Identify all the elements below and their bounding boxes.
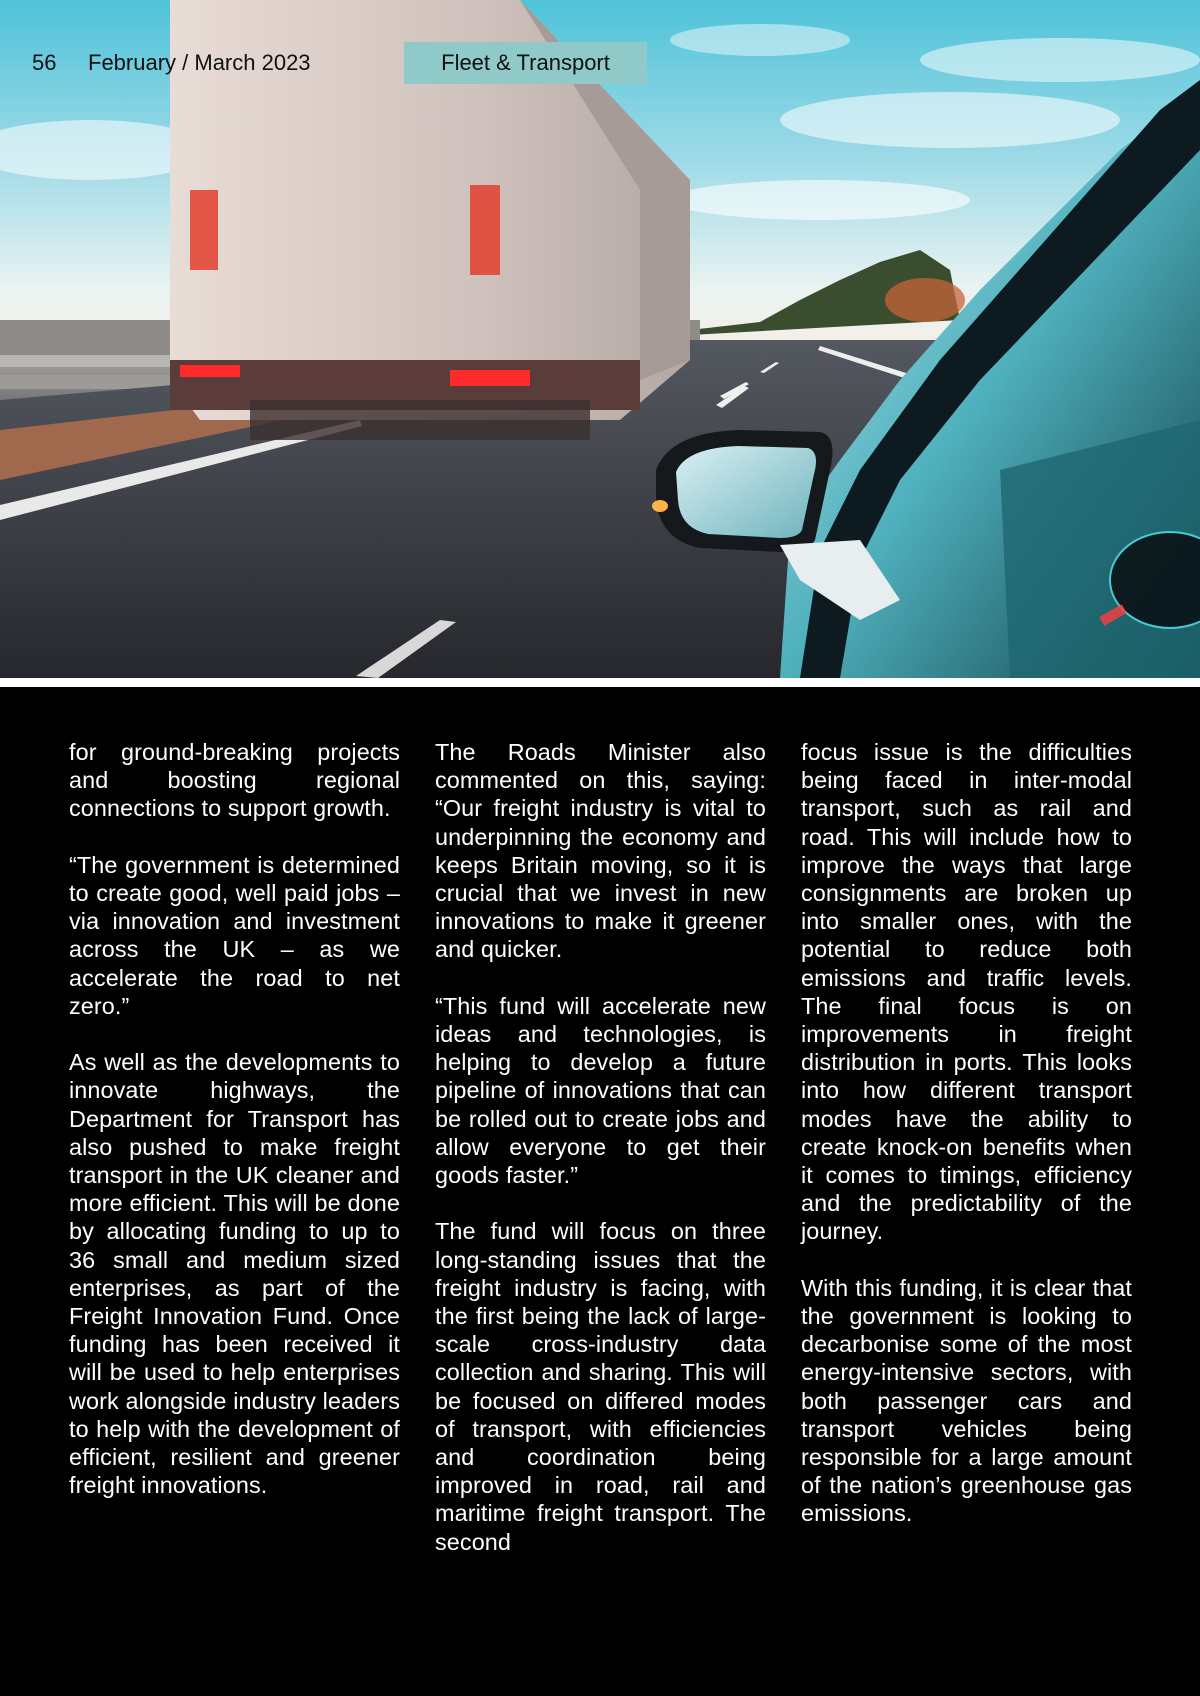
paragraph: “The government is determined to create good, well paid jobs – via innovation and investment across the UK – as we accelerate the road to net zero.” <box>69 851 400 1019</box>
column-1 <box>69 738 400 1584</box>
column-3 <box>801 738 1132 1584</box>
page-number: 56 <box>32 50 57 75</box>
issue-date: February / March 2023 <box>88 50 311 75</box>
motorway-truck-car-mirror-photo <box>0 0 1200 678</box>
paragraph: As well as the developments to innovate highways, the Department for Transport has also pushed to make freight transport in the UK cleaner and more efficient. This will be done by allocating funding to up to 36 small and medium sized enterprises, as part of the Freight Innovation Fund. Once funding has been received it will be used to help enterprises work alongside industry leaders to help with the development of efficient, resilient and greener freight innovations. <box>69 1049 400 1499</box>
article-body <box>69 738 1132 1584</box>
paragraph: for ground-breaking projects and boosting regional connections to support growth. <box>69 739 400 822</box>
paragraph: The Roads Minister also commented on this, saying: “Our freight industry is vital to underpinning the economy and keeps Britain moving, so it is crucial that we invest in new innovations to make it greener and quicker. <box>435 739 766 963</box>
paragraph: focus issue is the difficulties being faced in inter-modal transport, such as rail and road. This will include how to improve the ways that large consignments are broken up into smaller ones, with the potential to reduce both emissions and traffic levels. The final focus is on improvements in freight distribution in ports. This looks into how different transport modes have the ability to create knock-on benefits when it comes to timings, efficiency and the predictability of the journey. <box>801 739 1132 1245</box>
hero-photo <box>0 0 1200 678</box>
section-tag: Fleet & Transport <box>404 42 647 84</box>
paragraph: “This fund will accelerate new ideas and technologies, is helping to develop a future pipeline of innovations that can be rolled out to create jobs and allow everyone to get their goods faster.” <box>435 992 766 1189</box>
column-2 <box>435 738 766 1584</box>
image-divider <box>0 678 1200 687</box>
paragraph: With this funding, it is clear that the government is looking to decarbonise some of the most energy-intensive sectors, with both passenger cars and transport vehicles being responsible for a large amount of the nation’s greenhouse gas emissions. <box>801 1274 1132 1527</box>
paragraph: The fund will focus on three long-standing issues that the freight industry is facing, with the first being the lack of large-scale cross-industry data collection and sharing. This will be focused on differed modes of transport, with efficiencies and coordination being improved in road, rail and maritime freight transport. The second <box>435 1218 766 1555</box>
